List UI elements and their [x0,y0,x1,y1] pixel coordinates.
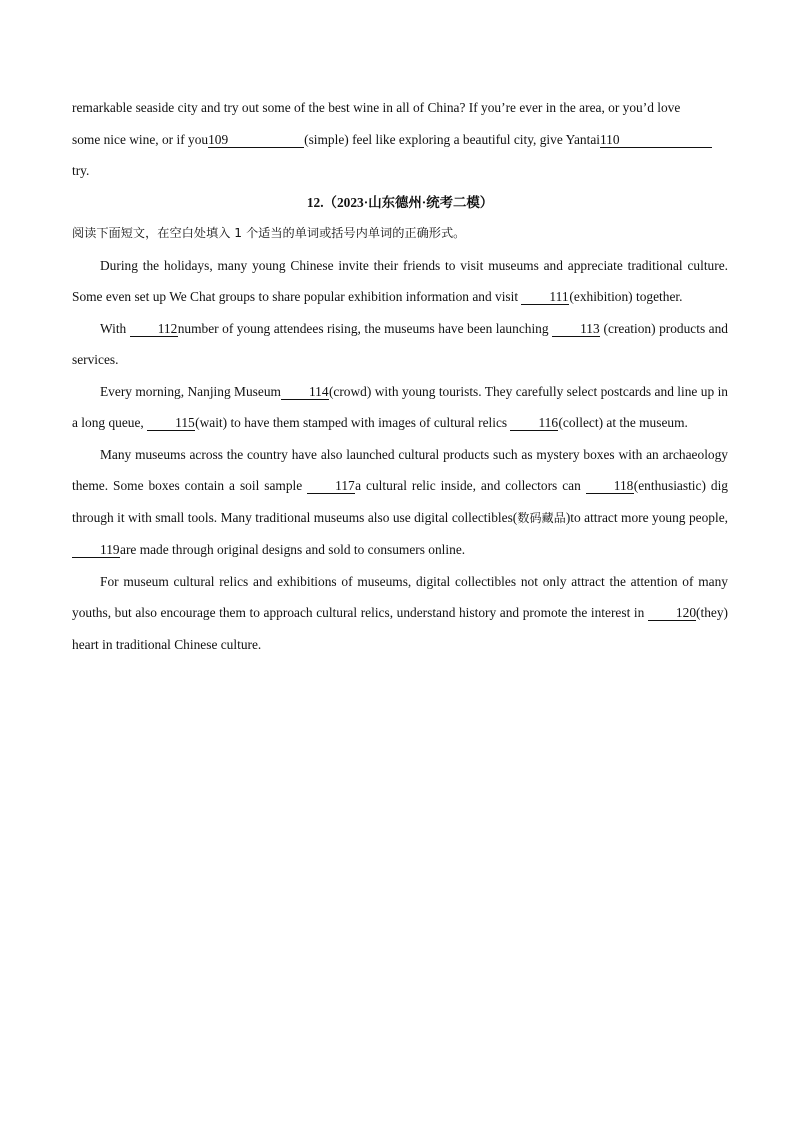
paragraph-1 [72,250,728,313]
paragraph-5 [72,566,728,661]
paragraph-3 [72,376,728,439]
text: During the holidays, many young Chinese invite their friends to visit museums and appreciate traditional culture. Some even set up We Chat groups to share popular exhibition information and visit [72,257,728,304]
section-title: 12.（2023·山东德州·统考二模） [306,194,494,210]
text: try. [72,163,90,178]
paragraph-4 [72,439,728,566]
document-page [72,92,728,660]
text: (wait) to have them stamped with images of cultural relics [195,415,511,430]
text: (crowd) with young tourists. They carefully select postcards and line up in a long queue, [72,383,728,430]
blank-111[interactable]: 111 [521,289,569,305]
text: (they) heart in traditional Chinese culture. [72,605,728,652]
blank-120[interactable]: 120 [648,605,696,621]
text: Many museums across the country have also launched cultural products such as mystery boxes with an archaeology theme. Some boxes contain a soil sample [72,446,728,493]
text: (enthusiastic) dig through it with small tools. Many traditional museums also use digital collectibles( [72,478,728,525]
text: a cultural relic inside, and collectors can [355,478,586,493]
text: Every morning, Nanjing Museum [100,383,281,399]
text: some nice wine, or if you [72,131,209,147]
cjk-gloss: 数码藏品 [517,510,566,525]
text: remarkable seaside city and try out some of the best wine in all of China? If you’re ever in the area, or you’d love [72,100,681,115]
text: )to attract more young people, [565,509,728,525]
instruction-text: 阅读下面短文，在空白处填入 1 个适当的单词或括号内单词的正确形式。 [72,226,466,240]
text: (simple) feel like exploring a beautiful city, give Yantai [304,131,600,147]
blank-114[interactable]: 114 [281,384,329,400]
blank-119[interactable]: 119 [72,542,120,558]
blank-117[interactable]: 117 [307,478,355,494]
text: With [100,320,130,336]
blank-113[interactable]: 113 [552,321,600,337]
blank-110[interactable]: 110 [600,132,712,148]
text: (exhibition) together. [569,289,683,304]
text: For museum cultural relics and exhibitions of museums, digital collectibles not only attract the attention of many youths, but also encourage them to approach cultural relics, understand history and promote the interest in [72,573,728,620]
text: number of young attendees rising, the museums have been launching [177,320,553,336]
blank-115[interactable]: 115 [147,415,195,431]
text: (collect) at the museum. [558,415,688,430]
paragraph-2 [72,313,728,376]
previous-passage-ending [72,92,728,187]
text: (creation) products and services. [72,320,728,367]
blank-118[interactable]: 118 [586,478,634,494]
blank-112[interactable]: 112 [130,321,178,337]
blank-116[interactable]: 116 [510,415,558,431]
blank-109[interactable]: 109 [208,132,304,148]
text: are made through original designs and sold to consumers online. [120,542,466,557]
